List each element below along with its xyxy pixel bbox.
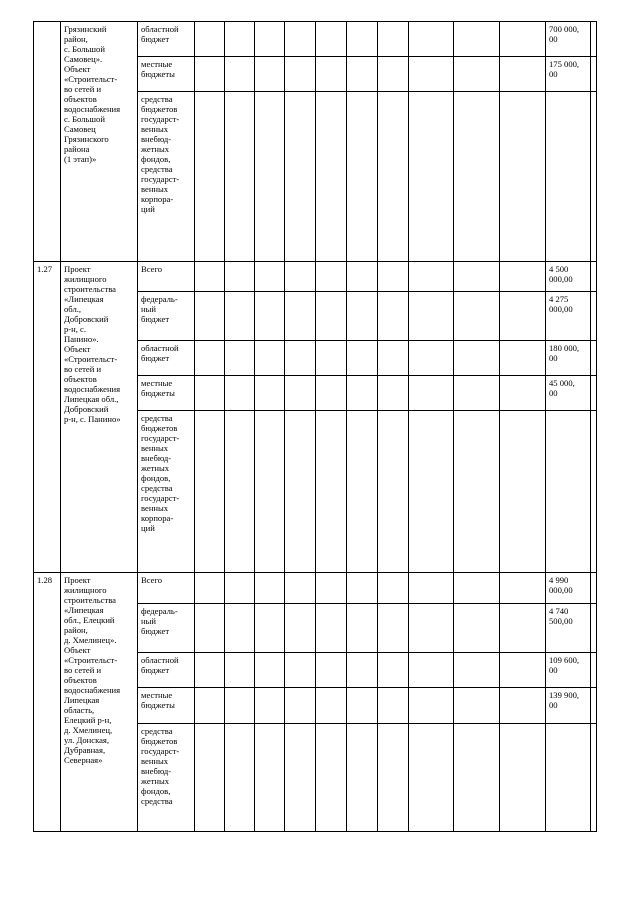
funding-source-cell: федераль- ный бюджет [138,292,195,341]
empty-cell [591,92,597,262]
empty-cell [225,57,255,92]
empty-cell [285,376,316,411]
funding-source-cell: Всего [138,573,195,604]
empty-cell [255,376,285,411]
empty-cell [347,573,378,604]
empty-cell [500,604,546,653]
empty-cell [225,688,255,724]
empty-cell [378,376,409,411]
empty-cell [195,262,225,292]
empty-cell [195,376,225,411]
empty-cell [378,724,409,832]
empty-cell [454,573,500,604]
table-body [34,22,597,832]
empty-cell [285,688,316,724]
empty-cell [255,22,285,57]
empty-cell [195,724,225,832]
empty-cell [591,57,597,92]
empty-cell [255,411,285,573]
empty-cell [316,57,347,92]
empty-cell [285,92,316,262]
empty-cell [285,724,316,832]
document-page [33,21,597,832]
funding-source-cell: средства бюджетов государст- венных внебюд- жетных фондов, средства государст- венных корпора- ций [138,92,195,262]
empty-cell [591,724,597,832]
empty-cell [378,653,409,688]
row-number-cell [34,22,61,262]
empty-cell [316,724,347,832]
empty-cell [500,92,546,262]
empty-cell [378,604,409,653]
empty-cell [195,92,225,262]
empty-cell [316,653,347,688]
empty-cell [409,341,454,376]
row-number-cell: 1.28 [34,573,61,832]
empty-cell [409,57,454,92]
funding-source-cell: средства бюджетов государст- венных внебюд- жетных фондов, средства государст- венных корпора- ций [138,411,195,573]
empty-cell [409,724,454,832]
empty-cell [316,688,347,724]
empty-cell [255,292,285,341]
empty-cell [500,653,546,688]
empty-cell [454,653,500,688]
amount-cell: 4 275 000,00 [546,292,591,341]
empty-cell [285,573,316,604]
empty-cell [316,341,347,376]
empty-cell [225,573,255,604]
empty-cell [255,573,285,604]
funding-source-cell: местные бюджеты [138,57,195,92]
empty-cell [500,376,546,411]
empty-cell [255,57,285,92]
amount-cell: 180 000, 00 [546,341,591,376]
empty-cell [347,604,378,653]
empty-cell [255,653,285,688]
empty-cell [591,22,597,57]
empty-cell [591,292,597,341]
empty-cell [409,653,454,688]
empty-cell [591,688,597,724]
empty-cell [195,573,225,604]
empty-cell [255,262,285,292]
empty-cell [347,341,378,376]
empty-cell [454,604,500,653]
empty-cell [347,262,378,292]
empty-cell [347,292,378,341]
empty-cell [347,376,378,411]
funding-source-cell: местные бюджеты [138,376,195,411]
empty-cell [409,262,454,292]
empty-cell [500,22,546,57]
project-name-cell: Проект жилищного строительства «Липецкая обл., Добровский р-н, с. Панино». Объект «Строительст- во сетей и объектов водоснабжения Липецкая обл., Добровский р-н, с. Панино» [61,262,138,573]
empty-cell [347,57,378,92]
empty-cell [378,688,409,724]
empty-cell [347,92,378,262]
empty-cell [316,573,347,604]
project-name-cell: Проект жилищного строительства «Липецкая обл., Елецкий район, д. Хмелинец». Объект «Строительст- во сетей и объектов водоснабжения Липецкая область, Елецкий р-н, д. Хмелинец, ул. Донская, Дубравная, Северная» [61,573,138,832]
empty-cell [454,262,500,292]
empty-cell [225,92,255,262]
budget-table [33,21,597,832]
empty-cell [255,341,285,376]
empty-cell [195,292,225,341]
empty-cell [316,262,347,292]
empty-cell [285,262,316,292]
empty-cell [378,573,409,604]
empty-cell [225,262,255,292]
empty-cell [500,688,546,724]
empty-cell [195,57,225,92]
empty-cell [591,341,597,376]
empty-cell [285,292,316,341]
empty-cell [316,604,347,653]
empty-cell [409,573,454,604]
empty-cell [454,724,500,832]
empty-cell [285,411,316,573]
empty-cell [255,724,285,832]
amount-cell: 4 500 000,00 [546,262,591,292]
empty-cell [225,604,255,653]
amount-cell [546,724,591,832]
empty-cell [195,653,225,688]
empty-cell [195,22,225,57]
empty-cell [378,262,409,292]
empty-cell [500,724,546,832]
empty-cell [255,92,285,262]
amount-cell: 4 990 000,00 [546,573,591,604]
empty-cell [454,341,500,376]
empty-cell [591,376,597,411]
empty-cell [255,604,285,653]
empty-cell [591,262,597,292]
empty-cell [195,341,225,376]
empty-cell [378,22,409,57]
funding-source-cell: областной бюджет [138,341,195,376]
empty-cell [591,573,597,604]
empty-cell [285,341,316,376]
empty-cell [225,653,255,688]
empty-cell [500,57,546,92]
empty-cell [454,411,500,573]
empty-cell [285,604,316,653]
empty-cell [500,292,546,341]
empty-cell [195,688,225,724]
funding-source-cell: федераль- ный бюджет [138,604,195,653]
empty-cell [378,341,409,376]
funding-source-cell: Всего [138,262,195,292]
empty-cell [454,688,500,724]
empty-cell [591,653,597,688]
empty-cell [225,292,255,341]
empty-cell [591,411,597,573]
empty-cell [378,57,409,92]
amount-cell: 4 740 500,00 [546,604,591,653]
amount-cell: 109 600, 00 [546,653,591,688]
empty-cell [454,376,500,411]
empty-cell [316,376,347,411]
empty-cell [378,292,409,341]
empty-cell [225,22,255,57]
empty-cell [225,724,255,832]
empty-cell [500,341,546,376]
amount-cell: 700 000, 00 [546,22,591,57]
empty-cell [347,724,378,832]
row-number-cell: 1.27 [34,262,61,573]
empty-cell [316,92,347,262]
empty-cell [225,376,255,411]
empty-cell [409,92,454,262]
funding-source-cell: местные бюджеты [138,688,195,724]
table-row [34,262,597,292]
table-row [34,573,597,604]
empty-cell [195,604,225,653]
empty-cell [316,292,347,341]
empty-cell [409,376,454,411]
empty-cell [195,411,225,573]
empty-cell [500,411,546,573]
empty-cell [454,57,500,92]
amount-cell: 45 000, 00 [546,376,591,411]
empty-cell [225,341,255,376]
project-name-cell: Грязинский район, с. Большой Самовец». Объект «Строительст- во сетей и объектов водоснабжения с. Большой Самовец Грязинского района (1 этап)» [61,22,138,262]
empty-cell [347,688,378,724]
table-row [34,22,597,57]
amount-cell [546,92,591,262]
empty-cell [347,653,378,688]
empty-cell [454,92,500,262]
empty-cell [225,411,255,573]
empty-cell [316,22,347,57]
empty-cell [378,411,409,573]
empty-cell [285,653,316,688]
empty-cell [285,22,316,57]
empty-cell [409,688,454,724]
empty-cell [409,411,454,573]
empty-cell [347,22,378,57]
amount-cell [546,411,591,573]
empty-cell [378,92,409,262]
empty-cell [285,57,316,92]
funding-source-cell: областной бюджет [138,22,195,57]
empty-cell [316,411,347,573]
amount-cell: 139 900, 00 [546,688,591,724]
empty-cell [454,292,500,341]
empty-cell [255,688,285,724]
funding-source-cell: средства бюджетов государст- венных внебюд- жетных фондов, средства [138,724,195,832]
funding-source-cell: областной бюджет [138,653,195,688]
empty-cell [500,262,546,292]
empty-cell [591,604,597,653]
empty-cell [409,292,454,341]
empty-cell [409,604,454,653]
amount-cell: 175 000, 00 [546,57,591,92]
empty-cell [409,22,454,57]
empty-cell [500,573,546,604]
empty-cell [454,22,500,57]
empty-cell [347,411,378,573]
